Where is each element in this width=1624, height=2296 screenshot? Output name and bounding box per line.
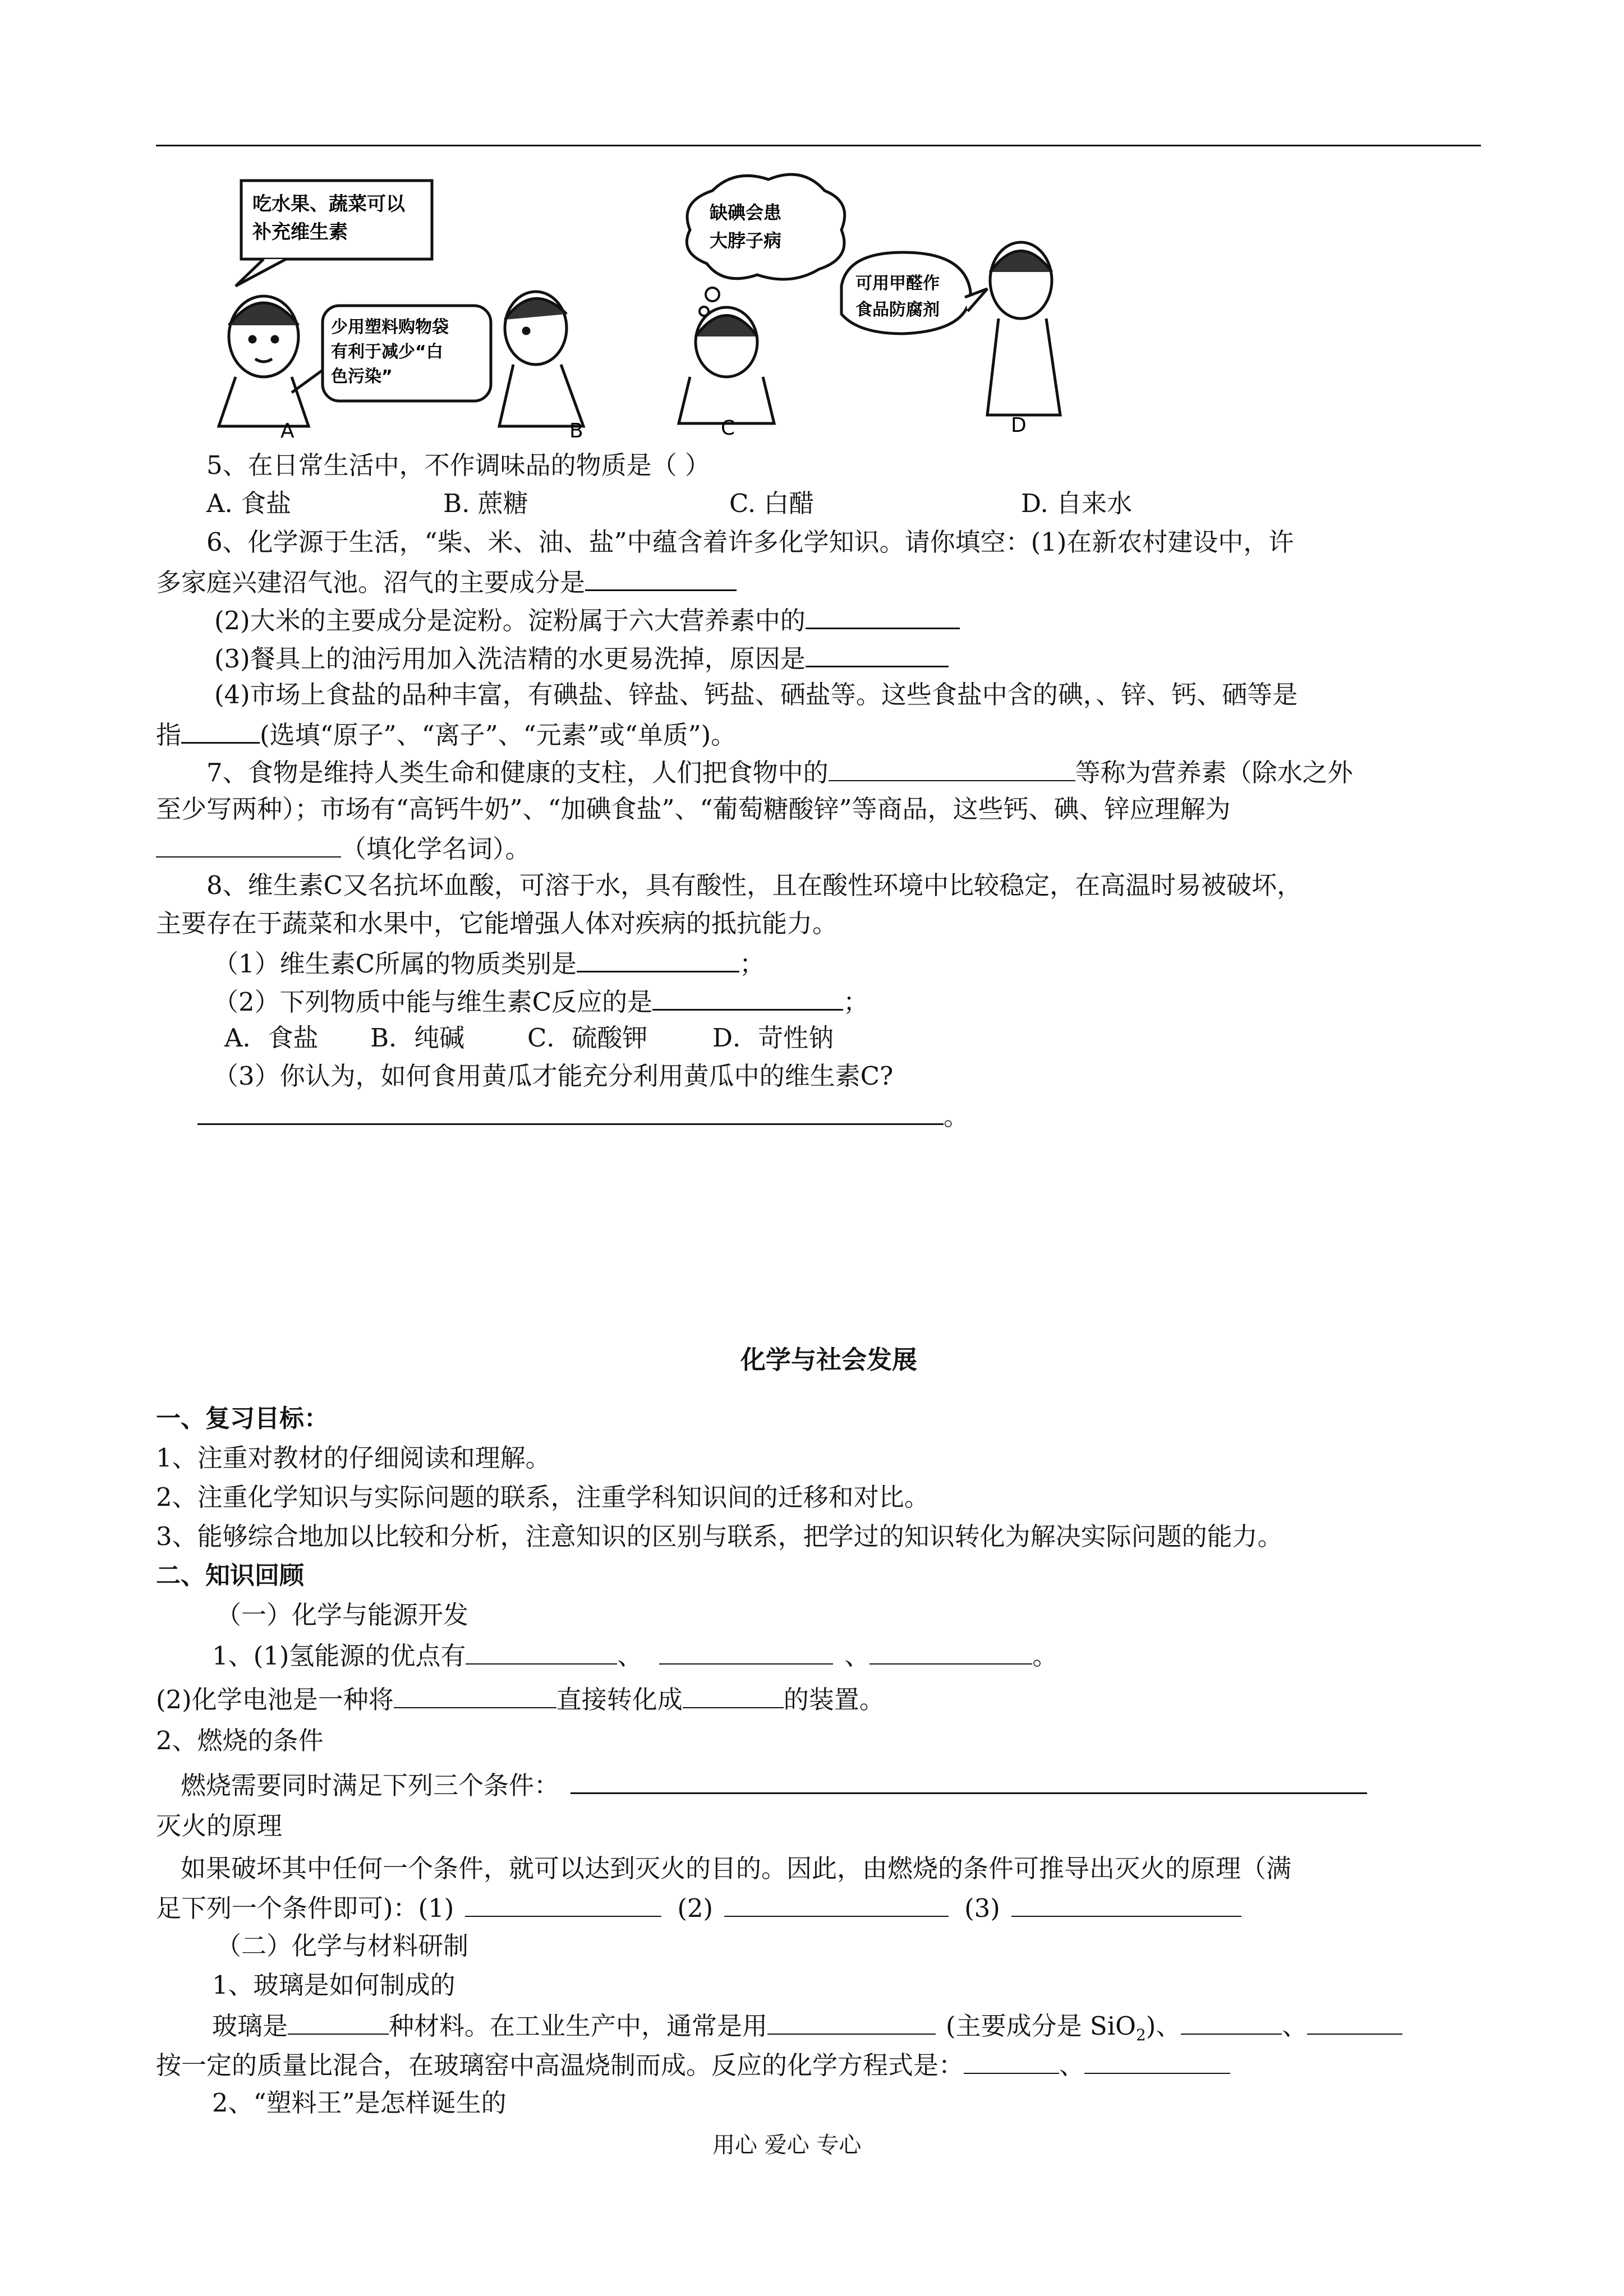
fire-line2: 足下列一个条件即可)：(1) (2) (3)	[156, 1890, 1241, 1925]
cartoon-label-d: D	[1011, 414, 1027, 437]
person-a	[219, 296, 323, 426]
section-title: 化学与社会发展	[740, 1345, 918, 1375]
glass-blank-1[interactable]	[288, 2008, 389, 2035]
glass-blank-6[interactable]	[1084, 2047, 1230, 2074]
glass-blank-2[interactable]	[767, 2008, 936, 2035]
q6-sub2: (2)大米的主要成分是淀粉。淀粉属于六大营养素中的	[214, 602, 960, 638]
fire-blank-2[interactable]	[724, 1890, 949, 1917]
speech-bubble-a	[236, 181, 432, 286]
header-rule	[156, 145, 1481, 146]
fire-blank-3[interactable]	[1011, 1890, 1241, 1917]
q8-blank-3[interactable]	[197, 1098, 944, 1125]
thought-bubble-c	[687, 174, 844, 316]
q7-line2: 至少写两种）；市场有“高钙牛奶”、“加碘食盐”、“葡萄糖酸锌”等商品，这些钙、碘、锌应理解为	[156, 794, 1231, 824]
q8-option-d: D．苛性钠	[712, 1023, 834, 1053]
glass-title: 1、玻璃是如何制成的	[212, 1970, 456, 2000]
q8-line2: 主要存在于蔬菜和水果中，它能增强人体对疾病的抵抗能力。	[156, 909, 838, 938]
q8-option-b: B．纯碱	[370, 1023, 465, 1053]
q6-blank-2[interactable]	[806, 602, 960, 629]
p2-title: 2、燃烧的条件	[156, 1726, 324, 1755]
goal-3: 3、能够综合地加以比较和分析，注意知识的区别与联系，把学过的知识转化为解决实际问题的能力。	[156, 1522, 1283, 1551]
q8-line1: 8、维生素C又名抗坏血酸，可溶于水，具有酸性，且在酸性环境中比较稳定，在高温时易被破坏，	[206, 870, 1303, 900]
q8-option-a: A．食盐	[224, 1023, 319, 1053]
q6-sub3: (3)餐具上的油污用加入洗洁精的水更易洗掉，原因是	[214, 640, 949, 676]
q7-blank-2[interactable]	[156, 831, 341, 857]
bubble-b-line1: 少用塑料购物袋	[331, 317, 449, 337]
person-c	[679, 307, 774, 423]
p1-1-line: 1、(1)氢能源的优点有 、 、 。	[212, 1638, 1057, 1673]
q6-line2: 多家庭兴建沼气池。沼气的主要成分是	[156, 564, 737, 600]
q5-option-c: C. 白醋	[729, 488, 815, 518]
q6-line1: 6、化学源于生活，“柴、米、油、盐”中蕴含着许多化学知识。请你填空：(1)在新农村建设中，许	[206, 527, 1294, 557]
glass-blank-3[interactable]	[1181, 2008, 1282, 2035]
q5-option-a: A. 食盐	[206, 488, 292, 518]
part2-heading: （二）化学与材料研制	[216, 1931, 469, 1961]
p2-line: 燃烧需要同时满足下列三个条件：	[181, 1767, 1367, 1802]
q8-option-c: C．硫酸钾	[527, 1023, 648, 1053]
bubble-c-line2: 大脖子病	[710, 230, 782, 251]
bubble-a-line1: 吃水果、蔬菜可以	[252, 193, 405, 215]
review-goals-heading: 一、复习目标：	[156, 1404, 329, 1433]
q8-blank-1[interactable]	[577, 945, 739, 972]
q8-answer-line: 。	[197, 1098, 969, 1133]
p1-2-blank-1[interactable]	[394, 1681, 556, 1708]
q5-option-d: D. 自来水	[1021, 488, 1133, 518]
q6-blank-1[interactable]	[585, 564, 737, 591]
p1-2-line: (2)化学电池是一种将 直接转化成 的装置。	[156, 1681, 885, 1717]
glass-line2: 按一定的质量比混合，在玻璃窑中高温烧制而成。反应的化学方程式是： 、	[156, 2047, 1230, 2082]
q8-sub1: （1）维生素C所属的物质类别是 ；	[213, 945, 765, 981]
fire-line1: 如果破坏其中任何一个条件，就可以达到灭火的目的。因此，由燃烧的条件可推导出灭火的原理（满	[181, 1854, 1292, 1883]
cartoon-label-a: A	[280, 419, 295, 442]
bubble-b-line2: 有利于减少“白	[331, 342, 443, 362]
fire-title: 灭火的原理	[156, 1811, 283, 1841]
q7-line1: 7、食物是维持人类生命和健康的支柱，人们把食物中的 等称为营养素（除水之外	[206, 754, 1353, 790]
cartoon-label-c: C	[721, 417, 735, 440]
fire-blank-1[interactable]	[465, 1890, 661, 1917]
goal-2: 2、注重化学知识与实际问题的联系，注重学科知识间的迁移和对比。	[156, 1482, 930, 1512]
p1-2-blank-2[interactable]	[683, 1681, 784, 1708]
p2-blank[interactable]	[571, 1767, 1367, 1794]
cartoon-illustration	[196, 168, 1122, 449]
q6-blank-4[interactable]	[181, 716, 260, 744]
q8-blank-2[interactable]	[652, 983, 843, 1011]
p1-1-blank-2[interactable]	[659, 1638, 833, 1665]
q7-blank-1[interactable]	[829, 754, 1075, 781]
person-d	[987, 242, 1060, 415]
q8-sub3: （3）你认为，如何食用黄瓜才能充分利用黄瓜中的维生素C?	[213, 1061, 894, 1091]
knowledge-review-heading: 二、知识回顾	[156, 1561, 304, 1590]
glass-line1: 玻璃是 种材料。在工业生产中，通常是用 (主要成分是 SiO$_2$)、 、	[212, 2008, 1402, 2052]
plastic-title: 2、“塑料王”是怎样诞生的	[212, 2088, 507, 2118]
q8-sub2: （2）下列物质中能与维生素C反应的是 ；	[213, 983, 868, 1019]
goal-1: 1、注重对教材的仔细阅读和理解。	[156, 1443, 551, 1473]
person-b	[499, 292, 583, 426]
part1-heading: （一）化学与能源开发	[216, 1600, 469, 1630]
q6-sub4a: (4)市场上食盐的品种丰富，有碘盐、锌盐、钙盐、硒盐等。这些食盐中含的碘，、锌、钙、硒等是	[214, 680, 1298, 709]
p1-1-blank-1[interactable]	[466, 1638, 617, 1665]
cartoon-label-b: B	[569, 419, 583, 442]
glass-blank-4[interactable]	[1307, 2008, 1402, 2035]
q5-stem: 5、在日常生活中，不作调味品的物质是（ ）	[206, 450, 710, 480]
bubble-a-line2: 补充维生素	[252, 221, 348, 243]
bubble-d-line1: 可用甲醛作	[855, 274, 940, 293]
bubble-c-line1: 缺碘会患	[710, 202, 782, 223]
q5-option-b: B. 蔗糖	[443, 488, 528, 518]
glass-blank-5[interactable]	[964, 2047, 1059, 2074]
bubble-b-line3: 色污染”	[331, 367, 393, 386]
q6-sub4b: 指 (选填“原子”、“离子”、“元素”或“单质”)。	[156, 716, 736, 752]
speech-bubble-b	[323, 306, 491, 401]
p1-1-blank-3[interactable]	[869, 1638, 1032, 1665]
speech-bubble-d	[841, 252, 987, 334]
page-footer: 用心 爱心 专心	[712, 2132, 862, 2158]
bubble-d-line2: 食品防腐剂	[855, 300, 940, 320]
q7-line3: （填化学名词）。	[156, 831, 531, 866]
q6-blank-3[interactable]	[806, 640, 949, 667]
